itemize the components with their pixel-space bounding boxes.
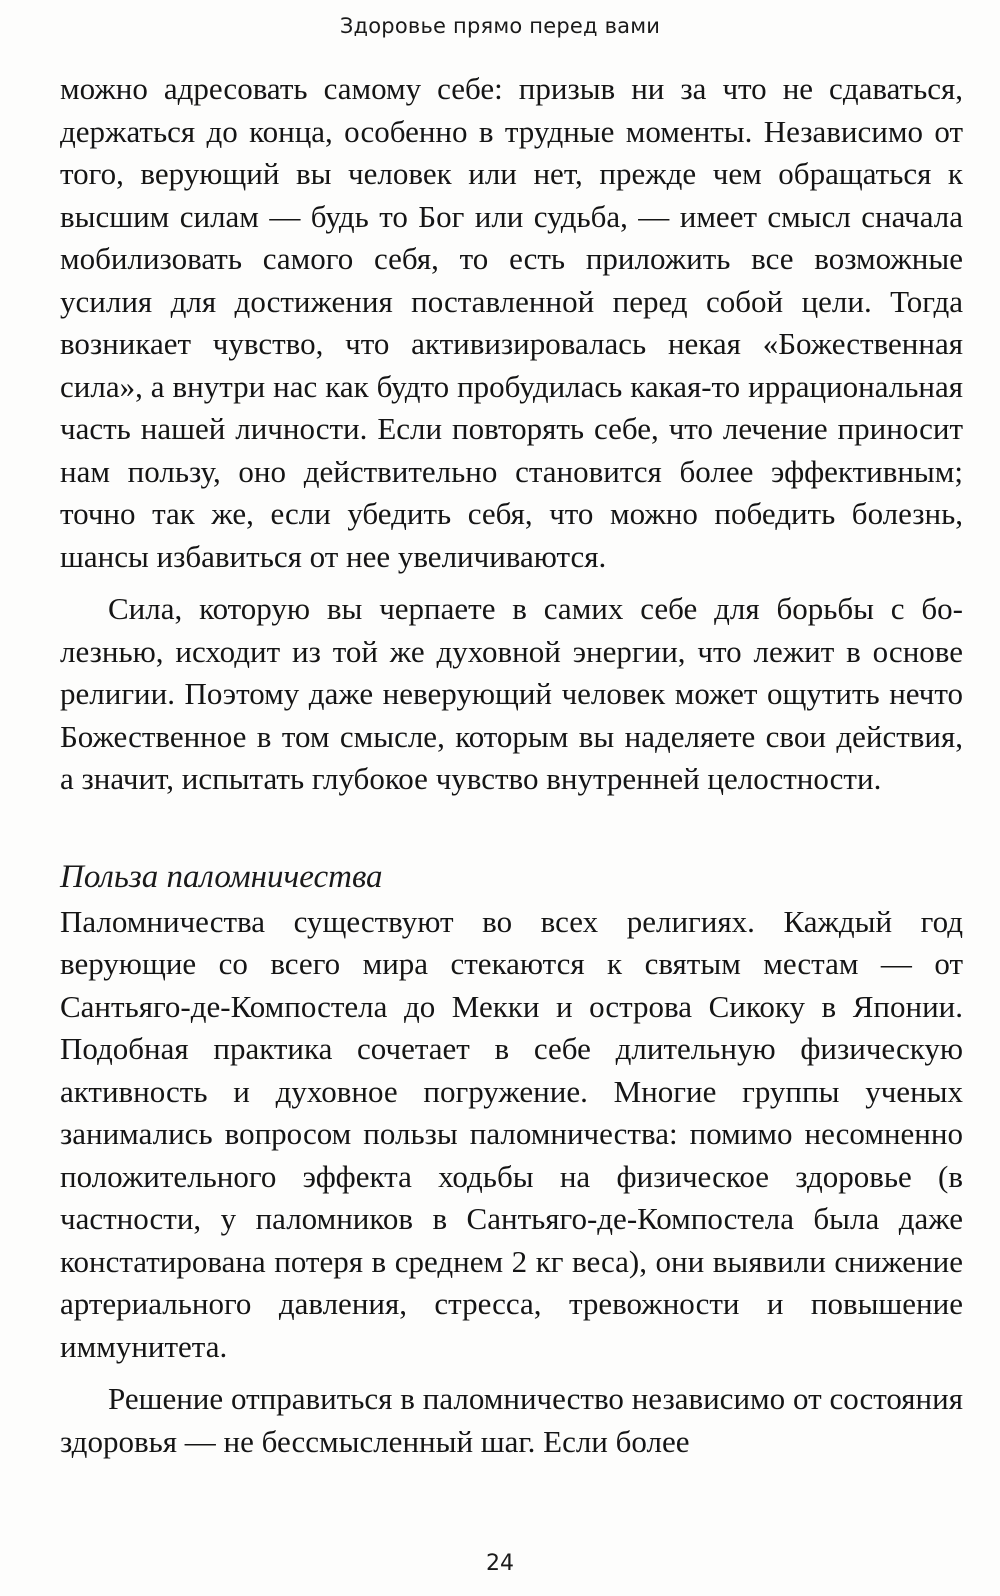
paragraph-pilgrimage: Паломничества существуют во всех религиях. Каждый год верующие со всего мира стекаются к святым местам — от Сантьяго-де-Компостела до Мекки и острова Сикоку в Японии. Подобная практика сочетает в себе длительную физическую активность и духовное погружение. Многие группы ученых занимались вопросом пользы паломничества: помимо несомненно положительного эффекта ходьбы на физическое здоровье (в частности, у паломников в Сантьяго-де-Компостела была даже констатирована потеря в среднем 2 кг веса), они выявили снижение артериального давления, стресса, тревожности и повышение иммунитета. bbox=[60, 903, 963, 1364]
paragraph-decision: Решение отправиться в паломничество независимо от состояния здоровья — не бессмысленный шаг. Если более bbox=[60, 1381, 963, 1459]
paragraph-continuation: можно адресовать самому себе: призыв ни за что не сдаваться, держаться до конца, особенно в трудные моменты. Независимо от того, верующий вы человек или нет, прежде чем обращаться к высшим силам — будь то Бог или судьба, — имеет смысл сначала мобилизовать самого себя, то есть приложить все возможные усилия для достижения поставленной перед собой цели. Тогда возникает чувство, что активизировалась некая «Божественная сила», а внутри нас как будто пробудилась какая-то иррациональная часть нашей личности. Если повторять себе, что лечение приносит нам пользу, оно действительно становится более эффективным; точно так же, если убедить себя, что можно победить болезнь, шансы избавиться от нее увеличиваются. bbox=[60, 71, 963, 574]
section-heading: Польза паломничества bbox=[60, 858, 383, 895]
page-body bbox=[60, 68, 963, 1463]
page-number: 24 bbox=[486, 1551, 514, 1576]
running-header: Здоровье прямо перед вами bbox=[339, 14, 661, 38]
paragraph-inner-strength: Сила, которую вы черпаете в самих себе для борьбы с болезнью, исходит из той же духовной энергии, что лежит в основе религии. Поэтому даже неверующий человек может ощутить нечто Божественное в том смысле, которым вы наделяете свои действия, а значит, испытать глубокое чувство внутренней целостности. bbox=[60, 591, 963, 796]
